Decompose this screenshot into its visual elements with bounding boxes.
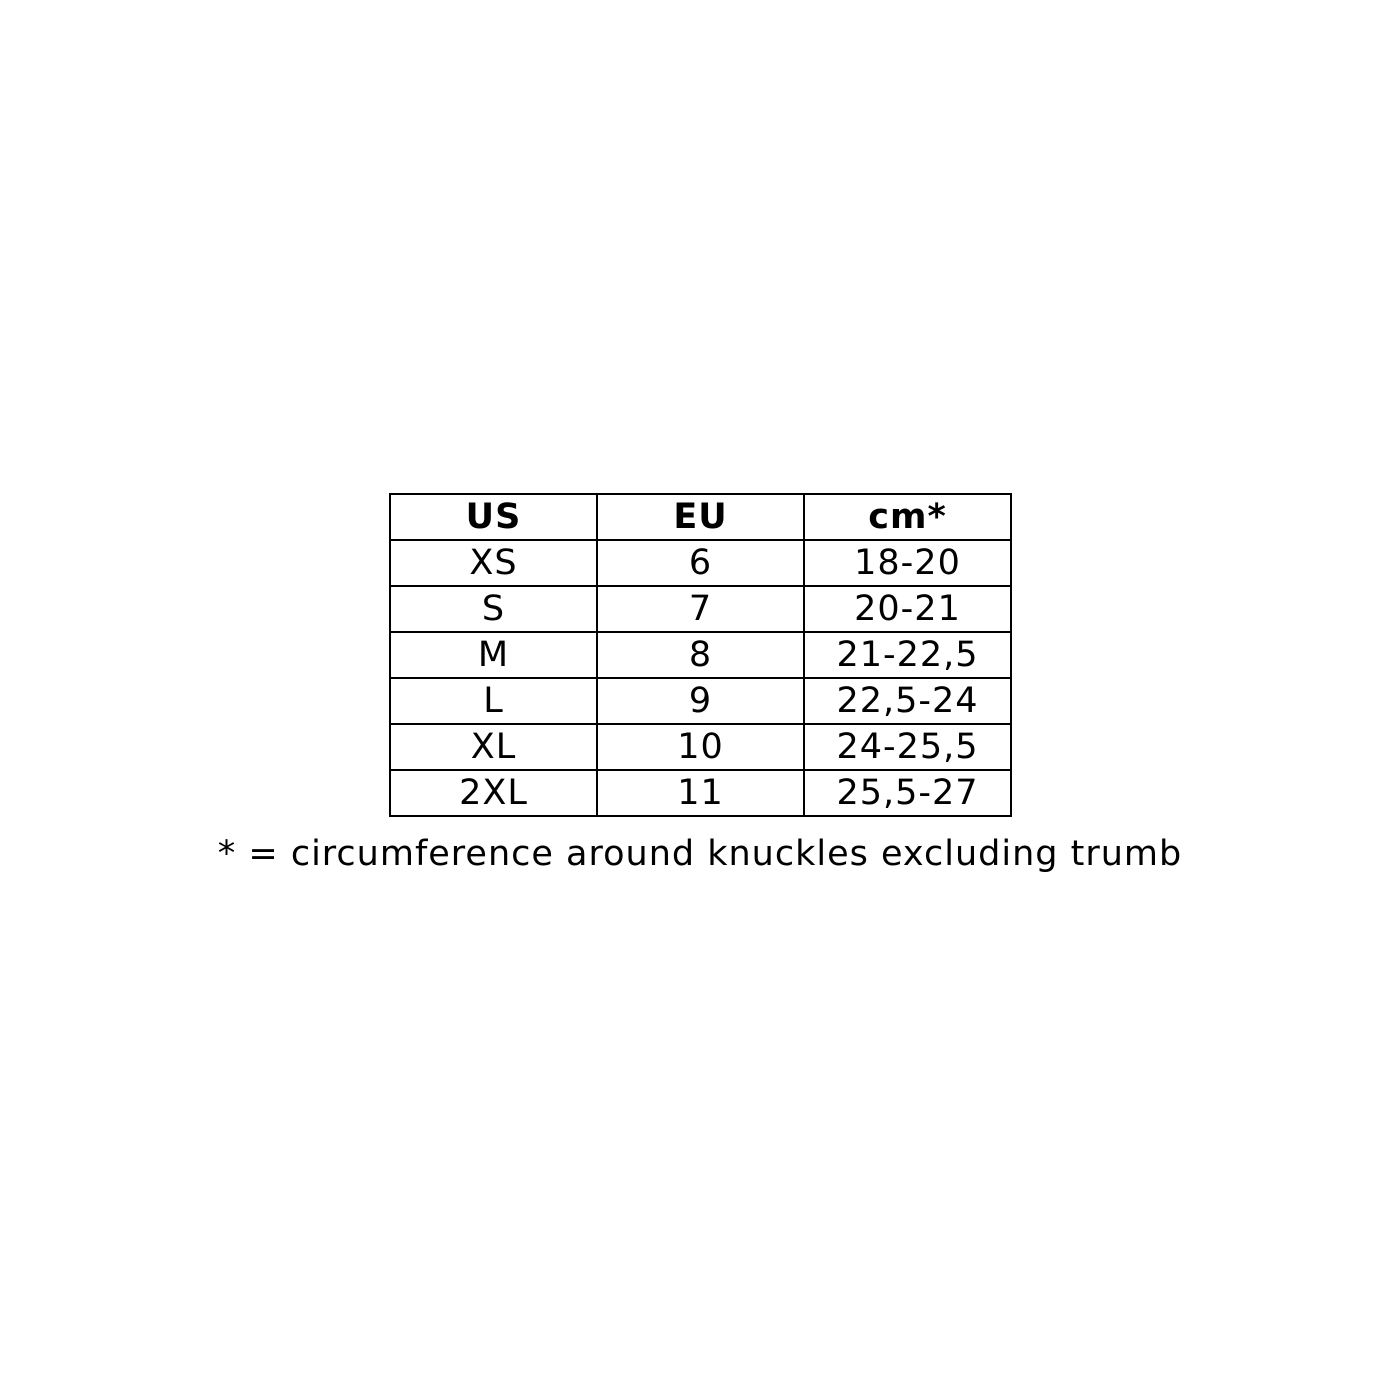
cell-us: M	[390, 632, 597, 678]
table-row	[390, 678, 1011, 724]
table-row	[390, 586, 1011, 632]
header-eu: EU	[597, 494, 804, 540]
cell-cm: 20-21	[804, 586, 1011, 632]
footnote: * = circumference around knuckles excluding trumb	[217, 834, 1183, 874]
cell-us: 2XL	[390, 770, 597, 816]
cell-cm: 25,5-27	[804, 770, 1011, 816]
cell-cm: 24-25,5	[804, 724, 1011, 770]
cell-eu: 11	[597, 770, 804, 816]
header-cm: cm*	[804, 494, 1011, 540]
table-row	[390, 540, 1011, 586]
cell-eu: 10	[597, 724, 804, 770]
table-row	[390, 632, 1011, 678]
table-row	[390, 770, 1011, 816]
cell-us: XL	[390, 724, 597, 770]
size-chart-table	[389, 493, 1012, 817]
cell-us: S	[390, 586, 597, 632]
cell-cm: 22,5-24	[804, 678, 1011, 724]
header-us: US	[390, 494, 597, 540]
cell-us: L	[390, 678, 597, 724]
cell-cm: 21-22,5	[804, 632, 1011, 678]
cell-cm: 18-20	[804, 540, 1011, 586]
cell-us: XS	[390, 540, 597, 586]
cell-eu: 7	[597, 586, 804, 632]
table-row	[390, 724, 1011, 770]
cell-eu: 6	[597, 540, 804, 586]
table-header-row	[390, 494, 1011, 540]
cell-eu: 9	[597, 678, 804, 724]
cell-eu: 8	[597, 632, 804, 678]
